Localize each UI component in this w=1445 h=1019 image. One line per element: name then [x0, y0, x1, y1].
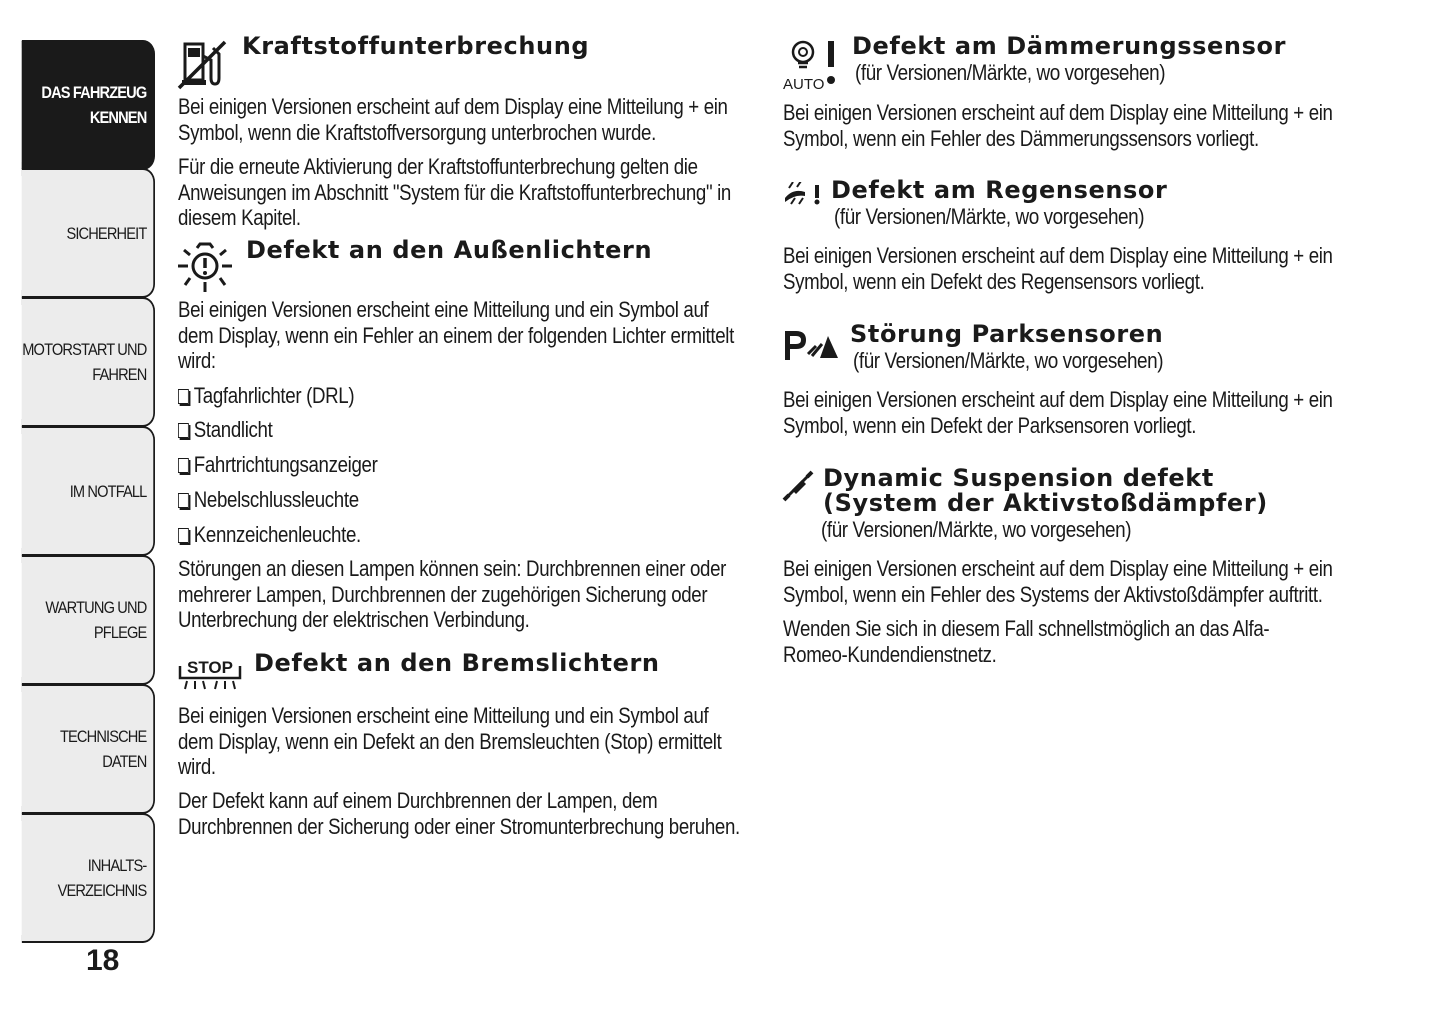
tab-wartung-und-pflege[interactable] — [22, 555, 155, 685]
checkbox-bullet-icon — [178, 493, 189, 508]
text-line: Symbol, wenn ein Defekt des Regensensors vorliegt. — [783, 268, 1205, 294]
tab-das-fahrzeug-kennen[interactable] — [22, 40, 155, 170]
paragraph — [178, 94, 728, 145]
auto-label: AUTO — [783, 76, 825, 92]
paragraph — [783, 616, 1269, 667]
tab-motorstart-und-fahren[interactable] — [22, 297, 155, 427]
text-line: Bei einigen Versionen erscheint eine Mitteilung und ein Symbol auf — [178, 703, 709, 728]
park-sensor-fault-icon — [782, 328, 840, 362]
checkbox-bullet-icon — [178, 423, 189, 438]
tab-label: WARTUNG UND PFLEGE — [45, 598, 147, 642]
text-line: Bei einigen Versionen erscheint auf dem Display eine Mitteilung + ein — [783, 243, 1333, 268]
fuel-cutoff-icon — [177, 38, 231, 90]
paragraph — [178, 154, 731, 231]
paragraph — [783, 387, 1333, 438]
text-line: Symbol, wenn ein Fehler des Systems der Aktivstoßdämpfer auftritt. — [783, 581, 1323, 607]
tab-inhaltsverzeichnis[interactable] — [22, 813, 155, 943]
exterior-light-fault-icon — [176, 240, 234, 296]
tab-technische-daten[interactable] — [22, 684, 155, 814]
heading-dynamic-suspension — [823, 466, 1268, 516]
text-line: Bei einigen Versionen erscheint eine Mitteilung und ein Symbol auf — [178, 297, 709, 322]
brake-light-fault-icon — [177, 654, 243, 692]
text-line: dem Display, wenn ein Defekt an den Bremsleuchten (Stop) ermittelt — [178, 728, 722, 754]
paragraph — [783, 243, 1333, 294]
heading-stoerung-parksensoren: Störung Parksensoren — [850, 320, 1164, 348]
text-line: Bei einigen Versionen erscheint auf dem Display eine Mitteilung + ein — [783, 387, 1333, 412]
tab-label: TECHNISCHE DATEN — [59, 727, 147, 771]
list-item: Kennzeichenleuchte. — [178, 522, 361, 547]
text-line: Der Defekt kann auf einem Durchbrennen der Lampen, dem — [178, 788, 658, 813]
tab-label: SICHERHEIT — [66, 223, 147, 243]
text-line: wird: — [178, 348, 216, 373]
paragraph — [178, 556, 726, 633]
text-line: wird. — [178, 754, 216, 779]
heading-defekt-regensensor: Defekt am Regensensor — [831, 176, 1168, 204]
heading-kraftstoffunterbrechung: Kraftstoffunterbrechung — [242, 32, 590, 60]
paragraph — [783, 100, 1333, 151]
tab-im-notfall[interactable] — [22, 426, 155, 556]
list-item: Fahrtrichtungsanzeiger — [178, 452, 377, 477]
paragraph — [783, 556, 1333, 607]
stop-label: STOP — [187, 658, 233, 677]
text-line: Symbol, wenn ein Defekt der Parksensoren vorliegt. — [783, 412, 1197, 438]
text-line: Störungen an diesen Lampen können sein: Durchbrennen einer oder — [178, 556, 727, 581]
text-line: mehrerer Lampen, Durchbrennen der zugehörigen Sicherung oder — [178, 581, 708, 607]
shock-absorber-icon — [782, 470, 814, 502]
tab-label: INHALTS- VERZEICHNIS — [57, 856, 147, 900]
text-line: Anweisungen im Abschnitt "System für die Kraftstoffunterbrechung" in — [178, 179, 731, 205]
text-line: Für die erneute Aktivierung der Kraftstoffunterbrechung gelten die — [178, 154, 698, 179]
text-line: Romeo-Kundendienstnetz. — [783, 641, 997, 667]
text-line: Symbol, wenn ein Fehler des Dämmerungssensors vorliegt. — [783, 125, 1259, 151]
heading-defekt-daemmerungssensor: Defekt am Dämmerungssensor — [852, 32, 1287, 60]
list-item: Tagfahrlichter (DRL) — [178, 383, 354, 408]
twilight-sensor-fault-icon — [782, 38, 844, 92]
subtitle: (für Versionen/Märkte, wo vorgesehen) — [834, 204, 1145, 229]
checkbox-bullet-icon — [178, 389, 189, 404]
text-line: Durchbrennen der Sicherung oder einer Stromunterbrechung beruhen. — [178, 813, 740, 839]
text-line: Unterbrechung der elektrischen Verbindung. — [178, 607, 530, 632]
list-item: Standlicht — [178, 417, 272, 442]
text-line: Wenden Sie sich in diesem Fall schnellstmöglich an das Alfa- — [783, 616, 1270, 641]
heading-defekt-bremslichtern: Defekt an den Bremslichtern — [254, 649, 660, 677]
text-line: diesem Kapitel. — [178, 205, 301, 230]
heading-line: Dynamic Suspension defekt — [823, 464, 1214, 492]
checkbox-bullet-icon — [178, 458, 189, 473]
text-line: Bei einigen Versionen erscheint auf dem Display eine Mitteilung + ein — [783, 100, 1333, 125]
text-line: Bei einigen Versionen erscheint auf dem Display eine Mitteilung + ein — [783, 556, 1333, 581]
subtitle: (für Versionen/Märkte, wo vorgesehen) — [853, 348, 1164, 373]
rain-sensor-fault-icon — [783, 182, 823, 206]
text-line: dem Display, wenn ein Fehler an einem der folgenden Lichter ermittelt — [178, 322, 734, 348]
heading-defekt-aussenlichtern: Defekt an den Außenlichtern — [246, 236, 653, 264]
list-item: Nebelschlussleuchte — [178, 487, 359, 512]
heading-line: (System der Aktivstoßdämpfer) — [823, 489, 1268, 517]
tab-label: MOTORSTART UND FAHREN — [22, 340, 147, 384]
subtitle: (für Versionen/Märkte, wo vorgesehen) — [821, 517, 1132, 542]
subtitle: (für Versionen/Märkte, wo vorgesehen) — [855, 60, 1166, 85]
page-number: 18 — [86, 944, 120, 977]
paragraph — [178, 788, 740, 839]
tab-label: IM NOTFALL — [69, 481, 147, 501]
paragraph — [178, 703, 721, 780]
text-line: Symbol, wenn die Kraftstoffversorgung unterbrochen wurde. — [178, 119, 656, 145]
checkbox-bullet-icon — [178, 528, 189, 543]
tab-label: DAS FAHRZEUG KENNEN — [41, 83, 147, 127]
tab-sicherheit[interactable] — [22, 168, 155, 298]
paragraph — [178, 297, 734, 374]
text-line: Bei einigen Versionen erscheint auf dem Display eine Mitteilung + ein — [178, 94, 728, 119]
